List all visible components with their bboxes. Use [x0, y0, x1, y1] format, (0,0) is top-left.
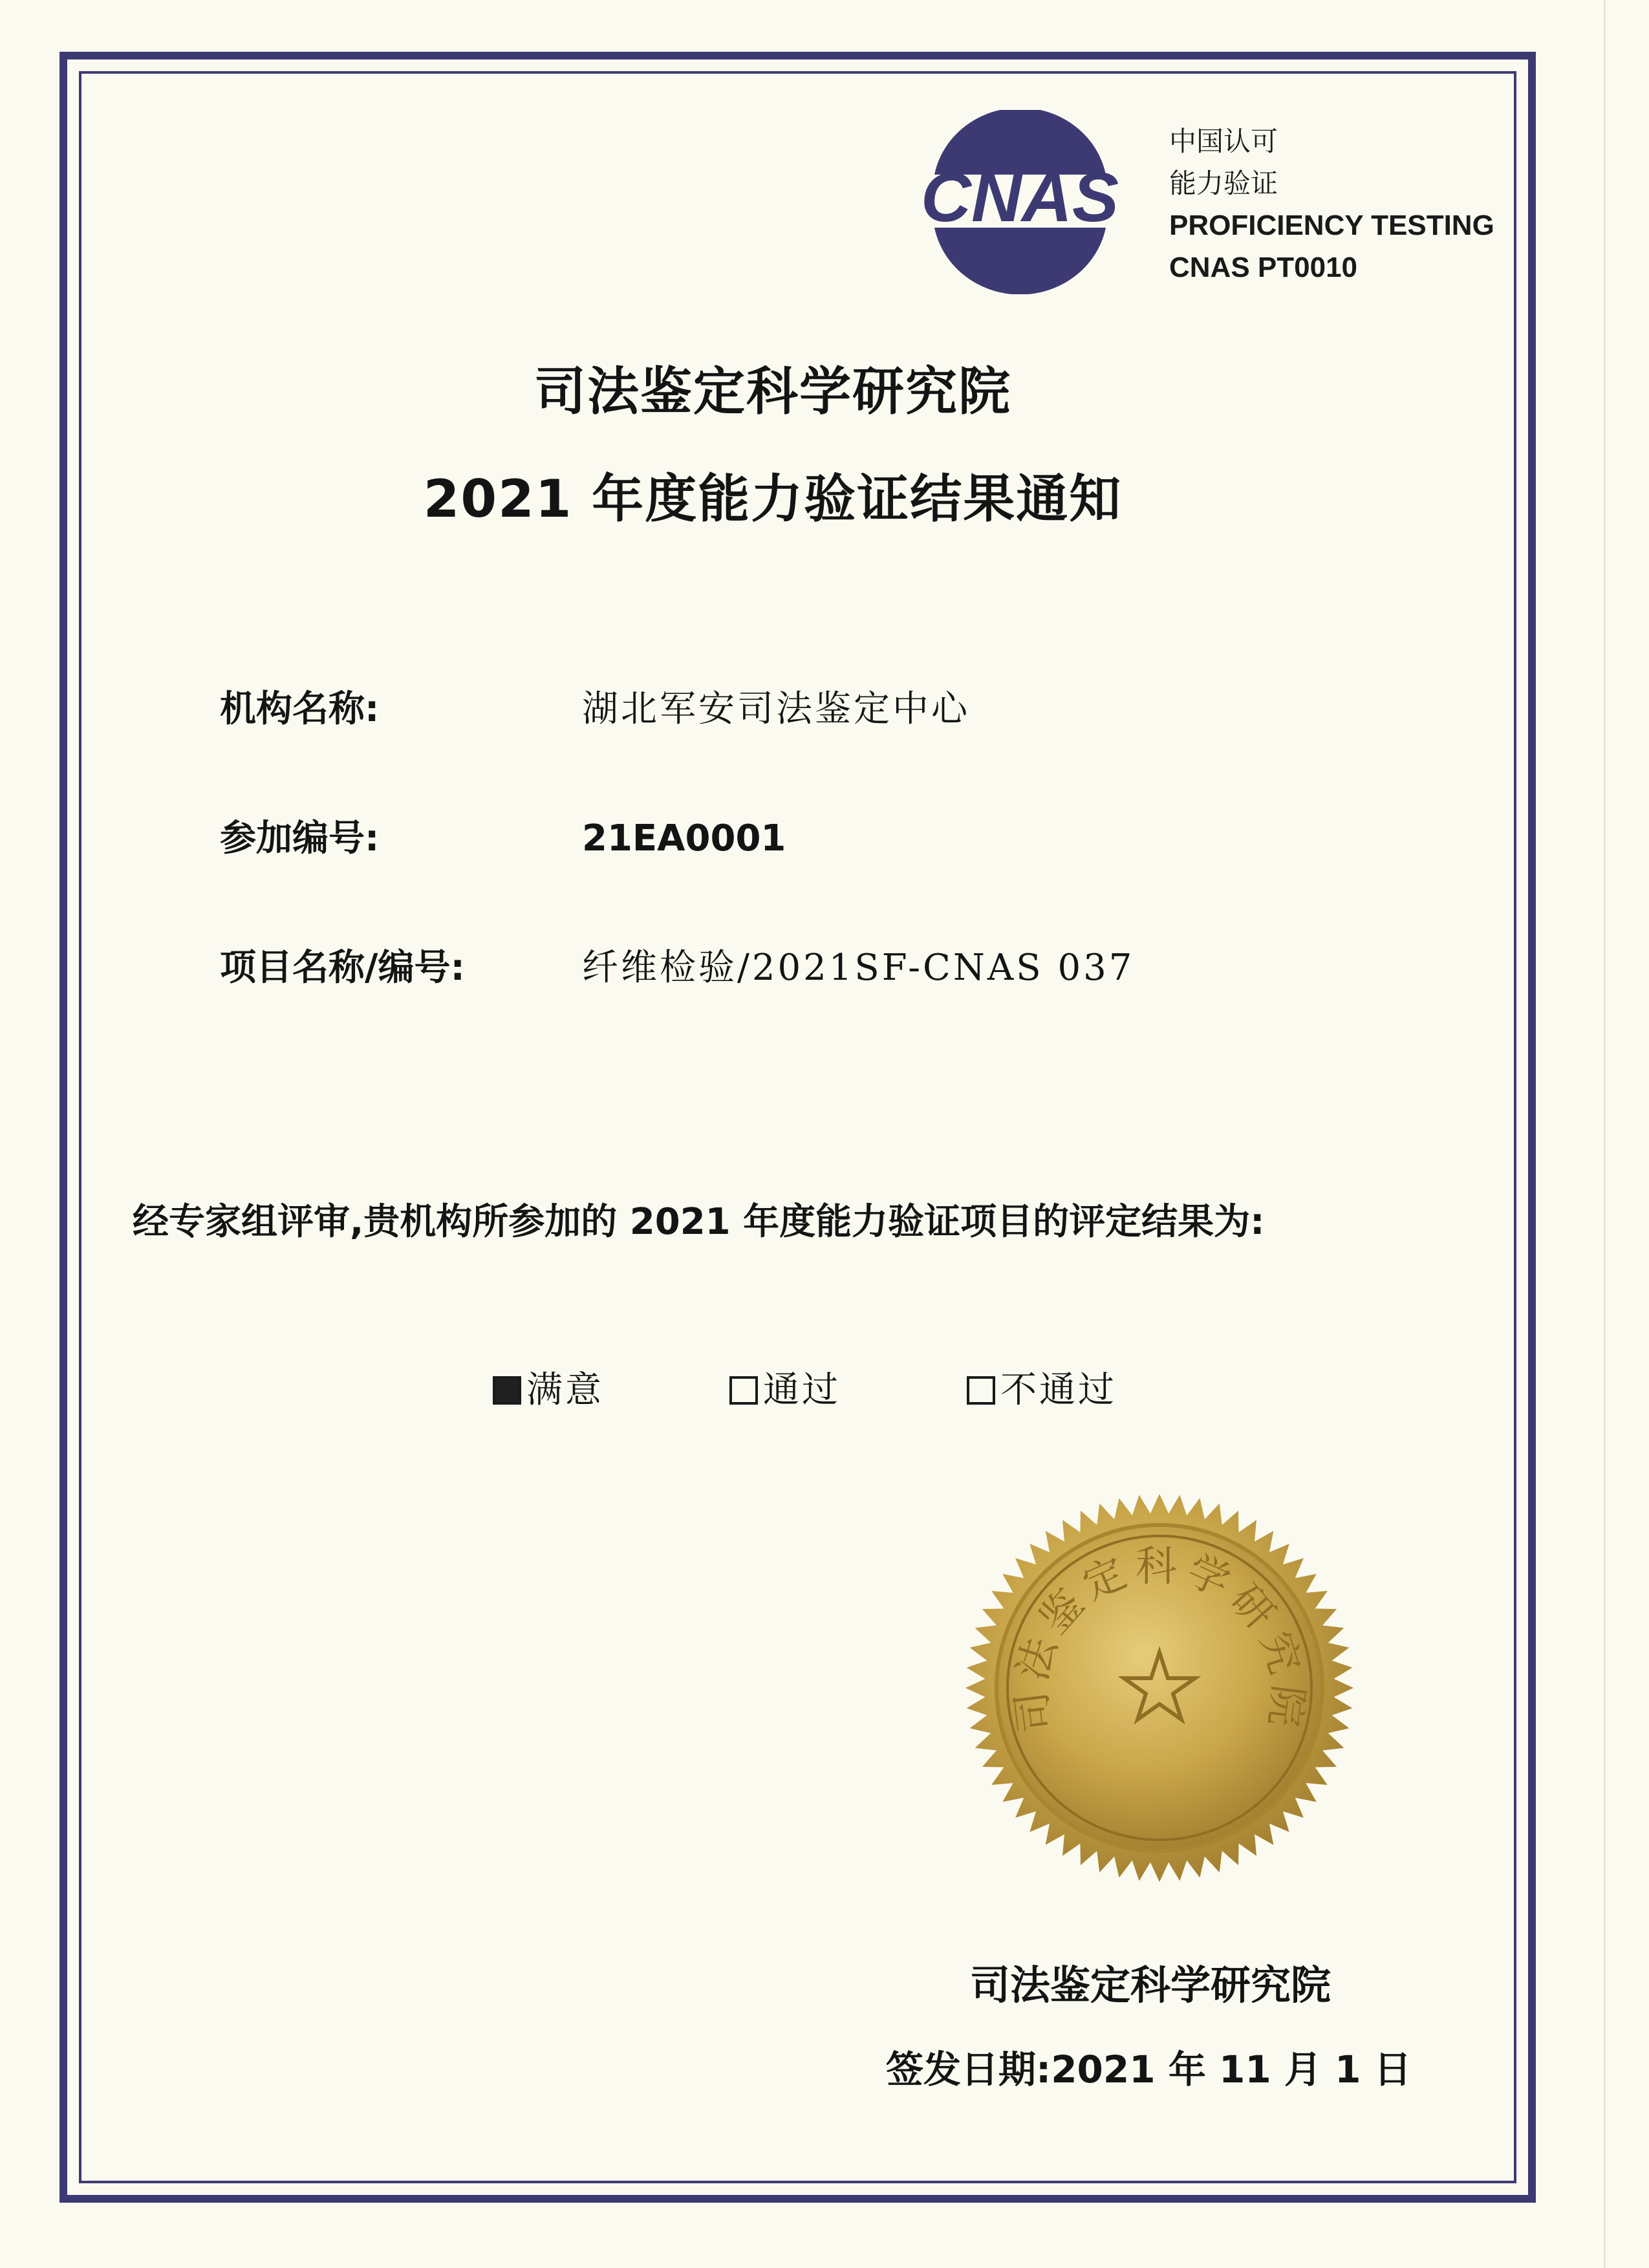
result-statement: 经专家组评审,贵机构所参加的 2021 年度能力验证项目的评定结果为: — [133, 1201, 1265, 1243]
paper-edge — [1604, 0, 1606, 2268]
title-notice: 2021 年度能力验证结果通知 — [423, 469, 1123, 529]
id-row — [220, 816, 786, 861]
issue-date-label: 签发日期: — [886, 2047, 1051, 2091]
title-institute: 司法鉴定科学研究院 — [534, 362, 1011, 422]
option-fail-label: 不通过 — [1000, 1369, 1117, 1411]
project-value: 纤维检验/2021SF-CNAS 037 — [582, 947, 1135, 989]
checkbox-satisfactory — [493, 1376, 521, 1405]
org-row — [220, 687, 970, 732]
option-satisfactory-label: 满意 — [526, 1369, 604, 1411]
logo-arc-bottom — [934, 228, 1106, 294]
id-label: 参加编号: — [220, 817, 380, 859]
checkbox-fail — [967, 1376, 995, 1405]
cnas-caption — [1169, 120, 1494, 288]
cnas-line-4: CNAS PT0010 — [1169, 252, 1358, 283]
checkbox-pass — [729, 1376, 758, 1405]
cnas-line-2: 能力验证 — [1169, 167, 1278, 199]
option-fail — [967, 1368, 1117, 1413]
cnas-line-3: PROFICIENCY TESTING — [1169, 210, 1494, 241]
issuer-name: 司法鉴定科学研究院 — [970, 1961, 1331, 2009]
seal-text: 司法鉴定科学研究院 — [1007, 1542, 1312, 1736]
cnas-logo — [909, 110, 1132, 294]
project-row — [220, 945, 1134, 991]
id-value: 21EA0001 — [582, 817, 786, 859]
org-value: 湖北军安司法鉴定中心 — [582, 688, 970, 730]
cnas-line-1: 中国认可 — [1169, 125, 1278, 157]
option-pass-label: 通过 — [763, 1369, 841, 1411]
issue-date-value: 2021 年 11 月 1 日 — [1051, 2047, 1412, 2091]
option-pass — [729, 1368, 841, 1413]
logo-text: CNAS — [920, 158, 1119, 236]
issue-date — [886, 2044, 1412, 2095]
org-label: 机构名称: — [220, 688, 380, 730]
project-label: 项目名称/编号: — [220, 947, 465, 989]
option-satisfactory — [493, 1368, 604, 1413]
gold-seal — [962, 1491, 1357, 1885]
